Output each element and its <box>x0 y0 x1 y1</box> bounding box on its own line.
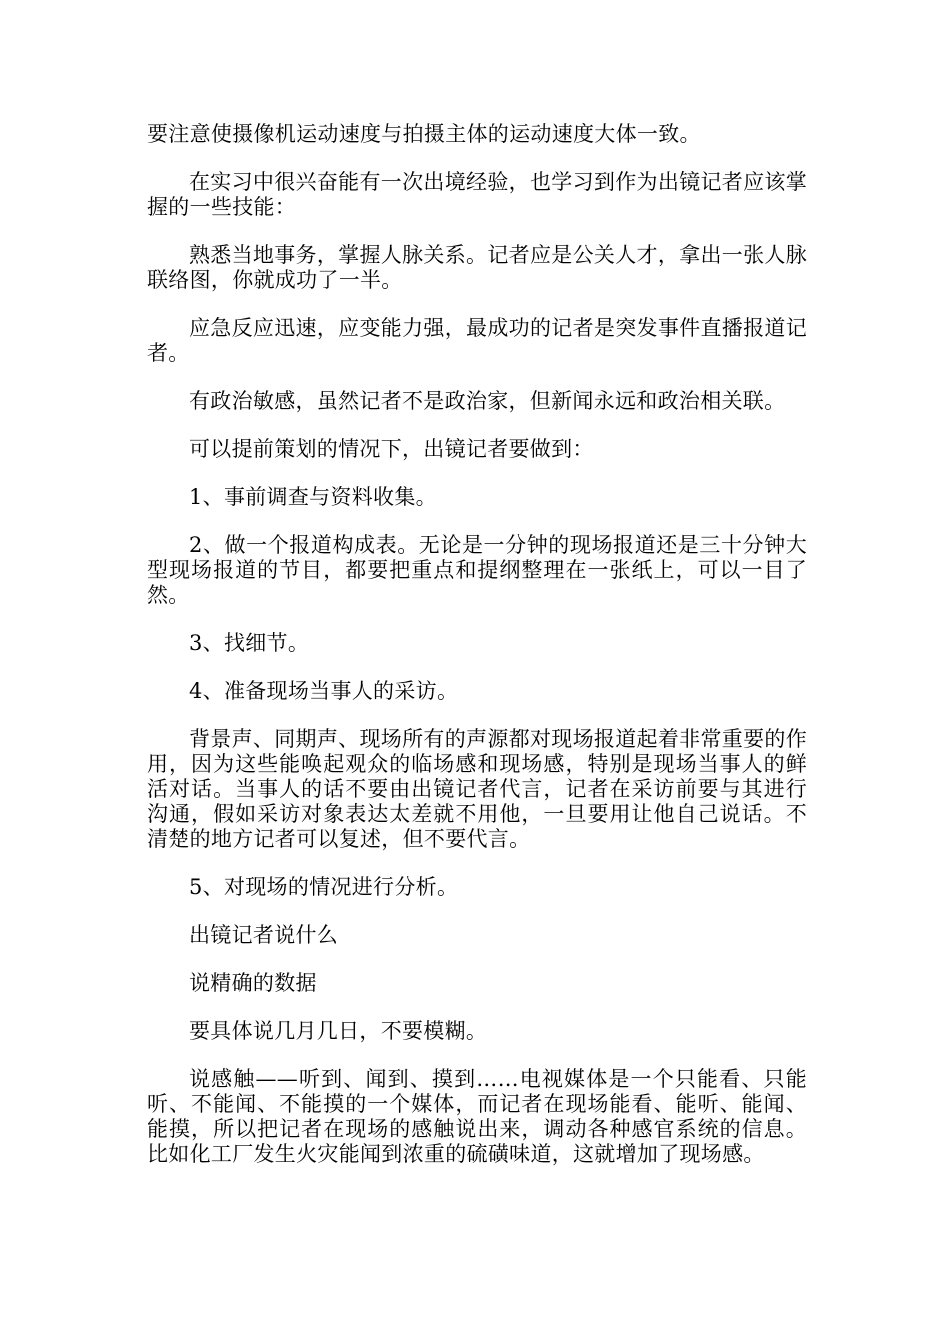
paragraph-local-affairs: 熟悉当地事务，掌握人脉关系。记者应是公关人才，拿出一张人脉联络图，你就成功了一半。 <box>147 243 807 292</box>
document-body <box>147 122 807 1190</box>
list-item-3: 3、找细节。 <box>189 631 310 655</box>
paragraph-sensations: 说感触——听到、闻到、摸到……电视媒体是一个只能看、只能听、不能闻、不能摸的一个媒体，而记者在现场能看、能听、能闻、能摸，所以把记者在现场的感触说出来，调动各种感官系统的信息。比如化工厂发生火灾能闻到浓重的硫磺味道，这就增加了现场感。 <box>147 1067 807 1166</box>
paragraph-internship-experience: 在实习中很兴奋能有一次出境经验，也学习到作为出镜记者应该掌握的一些技能： <box>147 170 807 219</box>
list-item-1: 1、事前调查与资料收集。 <box>189 485 437 509</box>
paragraph-political-sensitivity: 有政治敏感，虽然记者不是政治家，但新闻永远和政治相关联。 <box>189 389 786 413</box>
paragraph-quick-response: 应急反应迅速，应变能力强，最成功的记者是突发事件直播报道记者。 <box>147 316 807 365</box>
list-item-2: 2、做一个报道构成表。无论是一分钟的现场报道还是三十分钟大型现场报道的节目，都要把重点和提纲整理在一张纸上，可以一目了然。 <box>147 533 807 607</box>
section-heading-what-to-say: 出镜记者说什么 <box>189 923 339 947</box>
list-item-4: 4、准备现场当事人的采访。 <box>189 679 459 703</box>
paragraph-planning-intro: 可以提前策划的情况下，出镜记者要做到： <box>189 437 594 461</box>
paragraph-specific-dates: 要具体说几月几日，不要模糊。 <box>189 1019 488 1043</box>
paragraph-background-sound: 背景声、同期声、现场所有的声源都对现场报道起着非常重要的作用，因为这些能唤起观众的临场感和现场感，特别是现场当事人的鲜活对话。当事人的话不要由出镜记者代言，记者在采访前要与其进行沟通，假如采访对象表达太差就不用他，一旦要用让他自己说话。不清楚的地方记者可以复述，但不要代言。 <box>147 727 807 851</box>
paragraph-precise-data: 说精确的数据 <box>189 971 317 995</box>
list-item-5: 5、对现场的情况进行分析。 <box>189 875 459 899</box>
paragraph-camera-speed: 要注意使摄像机运动速度与拍摄主体的运动速度大体一致。 <box>147 122 701 146</box>
